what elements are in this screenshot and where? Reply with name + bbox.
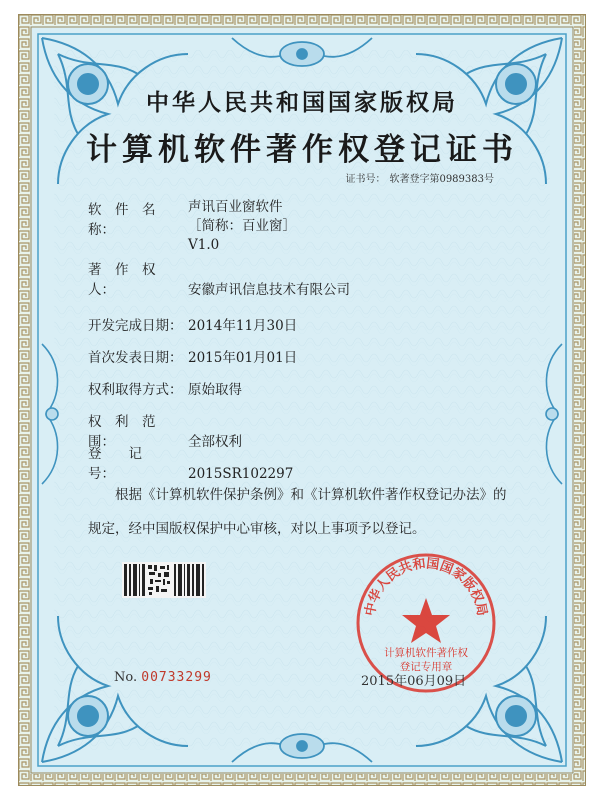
- field-value: 2015年01月01日: [188, 350, 298, 366]
- software-name-line: 声讯百业窗软件: [188, 199, 283, 215]
- field-value: 2015SR102297: [188, 466, 294, 482]
- field-label: 著 作 权 人：: [88, 262, 169, 298]
- certificate-number: [345, 170, 498, 185]
- field-completion-date: [88, 314, 297, 334]
- field-label: 权 利 范 围：: [88, 414, 169, 450]
- serial-value: 00733299: [141, 670, 212, 685]
- statement-paragraph: [88, 478, 528, 546]
- field-value: 全部权利: [188, 434, 242, 450]
- barcode-2d: [122, 562, 206, 598]
- seal-star-icon: [402, 598, 450, 643]
- seal-arc-text: 中华人民共和国国家版权局: [362, 556, 490, 618]
- software-short-name-line: ［简称：百业窗］: [188, 218, 296, 234]
- field-first-publication-date: [88, 346, 297, 366]
- field-acquisition-method: [88, 378, 242, 398]
- certificate: [18, 14, 586, 786]
- serial-number: [114, 670, 212, 685]
- field-label: 软 件 名 称：: [88, 202, 169, 238]
- field-value: 安徽声讯信息技术有限公司: [188, 282, 350, 298]
- field-registration-number: [88, 442, 293, 482]
- certificate-number-value: 软著登字第0989383号: [389, 174, 494, 185]
- issuer-heading: 中华人民共和国国家版权局: [146, 89, 458, 116]
- field-value: 2014年11月30日: [188, 318, 298, 334]
- field-value: 原始取得: [188, 382, 242, 398]
- field-label: 首次发表日期：: [88, 350, 183, 366]
- seal-line-2: 登记专用章: [399, 661, 453, 673]
- certificate-number-label: 证书号：: [345, 174, 386, 185]
- field-software-name: [88, 198, 296, 253]
- seal-line-1: 计算机软件著作权: [384, 647, 468, 659]
- statement-line: 根据《计算机软件保护条例》和《计算机软件著作权登记办法》的: [115, 487, 507, 503]
- software-version-line: V1.0: [188, 237, 220, 253]
- field-copyright-owner: [88, 258, 350, 298]
- field-label: 权利取得方式：: [88, 382, 183, 398]
- issue-date: 2015年06月09日: [361, 674, 467, 689]
- field-label: 登 记 号：: [88, 446, 169, 482]
- statement-line: 规定，经中国版权保护中心审核，对以上事项予以登记。: [88, 521, 426, 537]
- field-label: 开发完成日期：: [88, 318, 183, 334]
- serial-label: No.: [114, 670, 138, 685]
- certificate-title: 计算机软件著作权登记证书: [86, 132, 518, 168]
